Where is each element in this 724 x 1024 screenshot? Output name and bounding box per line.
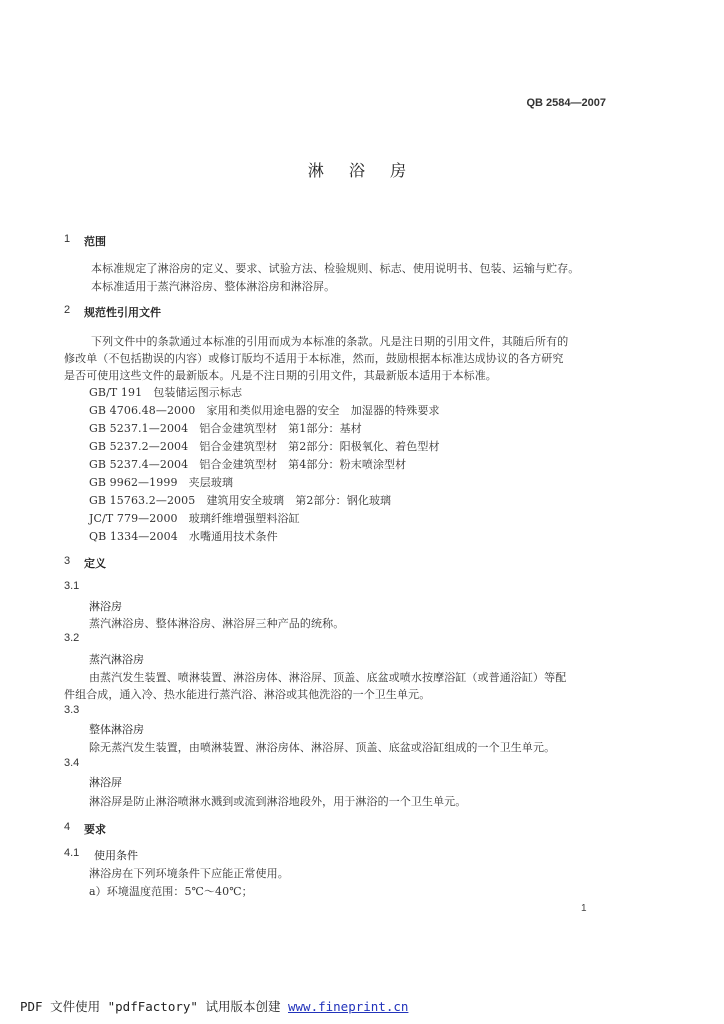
definition-3-2-term: 蒸汽淋浴房 (89, 653, 144, 666)
reference-item: QB 1334—2004 水嘴通用技术条件 (89, 530, 278, 543)
section-3-number: 3 (64, 555, 71, 567)
reference-item: JC/T 779—2000 玻璃纤维增强塑料浴缸 (89, 512, 300, 525)
section-2-title: 规范性引用文件 (84, 306, 161, 319)
document-title: 淋 浴 房 (307, 161, 417, 180)
fineprint-link[interactable]: www.fineprint.cn (288, 999, 409, 1014)
pdf-footer (20, 997, 408, 1015)
definition-3-1-number: 3.1 (64, 580, 80, 592)
subsection-4-1-title: 使用条件 (94, 849, 138, 862)
definition-3-1-text: 蒸汽淋浴房、整体淋浴房、淋浴屏三种产品的统称。 (89, 617, 345, 630)
section-2-paragraph-line-2: 修改单（不包括勘误的内容）或修订版均不适用于本标准，然而，鼓励根据本标准达成协议的各方研究 (64, 352, 564, 365)
reference-item: GB 4706.48—2000 家用和类似用途电器的安全 加湿器的特殊要求 (89, 404, 440, 417)
reference-item: GB 5237.2—2004 铝合金建筑型材 第2部分：阳极氧化、着色型材 (89, 440, 440, 453)
section-1-title: 范围 (84, 235, 106, 248)
definition-3-2-text-line-1: 由蒸汽发生装置、喷淋装置、淋浴房体、淋浴屏、顶盖、底盆或喷水按摩浴缸（或普通浴缸）等配 (89, 671, 567, 684)
definition-3-3-text: 除无蒸汽发生装置，由喷淋装置、淋浴房体、淋浴屏、顶盖、底盆或浴缸组成的一个卫生单元。 (89, 741, 556, 754)
reference-item: GB 9962—1999 夹层玻璃 (89, 476, 234, 489)
section-2-paragraph-line-1: 下列文件中的条款通过本标准的引用而成为本标准的条款。凡是注日期的引用文件，其随后所有的 (91, 335, 569, 348)
definition-3-2-number: 3.2 (64, 632, 80, 644)
definition-3-3-number: 3.3 (64, 704, 80, 716)
definition-3-2-text-line-2: 件组合成，通入冷、热水能进行蒸汽浴、淋浴或其他洗浴的一个卫生单元。 (64, 688, 431, 701)
reference-item: GB 5237.4—2004 铝合金建筑型材 第4部分：粉末喷涂型材 (89, 458, 407, 471)
section-2-number: 2 (64, 304, 71, 316)
subsection-4-1-number: 4.1 (64, 847, 80, 859)
subsection-4-1-text: 淋浴房在下列环境条件下应能正常使用。 (89, 867, 289, 880)
definition-3-4-text: 淋浴屏是防止淋浴喷淋水溅到或流到淋浴地段外，用于淋浴的一个卫生单元。 (89, 795, 467, 808)
definition-3-4-number: 3.4 (64, 757, 80, 769)
section-3-title: 定义 (84, 557, 106, 570)
reference-item: GB 15763.2—2005 建筑用安全玻璃 第2部分：钢化玻璃 (89, 494, 392, 507)
page-number: 1 (581, 903, 587, 914)
definition-3-1-term: 淋浴房 (89, 600, 122, 613)
section-4-number: 4 (64, 821, 71, 833)
section-4-title: 要求 (84, 823, 106, 836)
section-1-paragraph-1: 本标准规定了淋浴房的定义、要求、试验方法、检验规则、标志、使用说明书、包装、运输与贮存。 (91, 262, 580, 275)
section-1-paragraph-2: 本标准适用于蒸汽淋浴房、整体淋浴房和淋浴屏。 (91, 280, 336, 293)
section-2-paragraph-line-3: 是否可使用这些文件的最新版本。凡是不注日期的引用文件，其最新版本适用于本标准。 (64, 369, 497, 382)
reference-item: GB 5237.1—2004 铝合金建筑型材 第1部分：基材 (89, 422, 362, 435)
standard-code: QB 2584—2007 (526, 97, 606, 109)
footer-text: PDF 文件使用 "pdfFactory" 试用版本创建 (20, 999, 281, 1014)
definition-3-3-term: 整体淋浴房 (89, 723, 144, 736)
definition-3-4-term: 淋浴屏 (89, 776, 122, 789)
reference-item: GB/T 191 包装储运图示标志 (89, 386, 243, 399)
section-1-number: 1 (64, 233, 71, 245)
condition-item-a: a）环境温度范围：5℃～40℃； (89, 885, 253, 898)
